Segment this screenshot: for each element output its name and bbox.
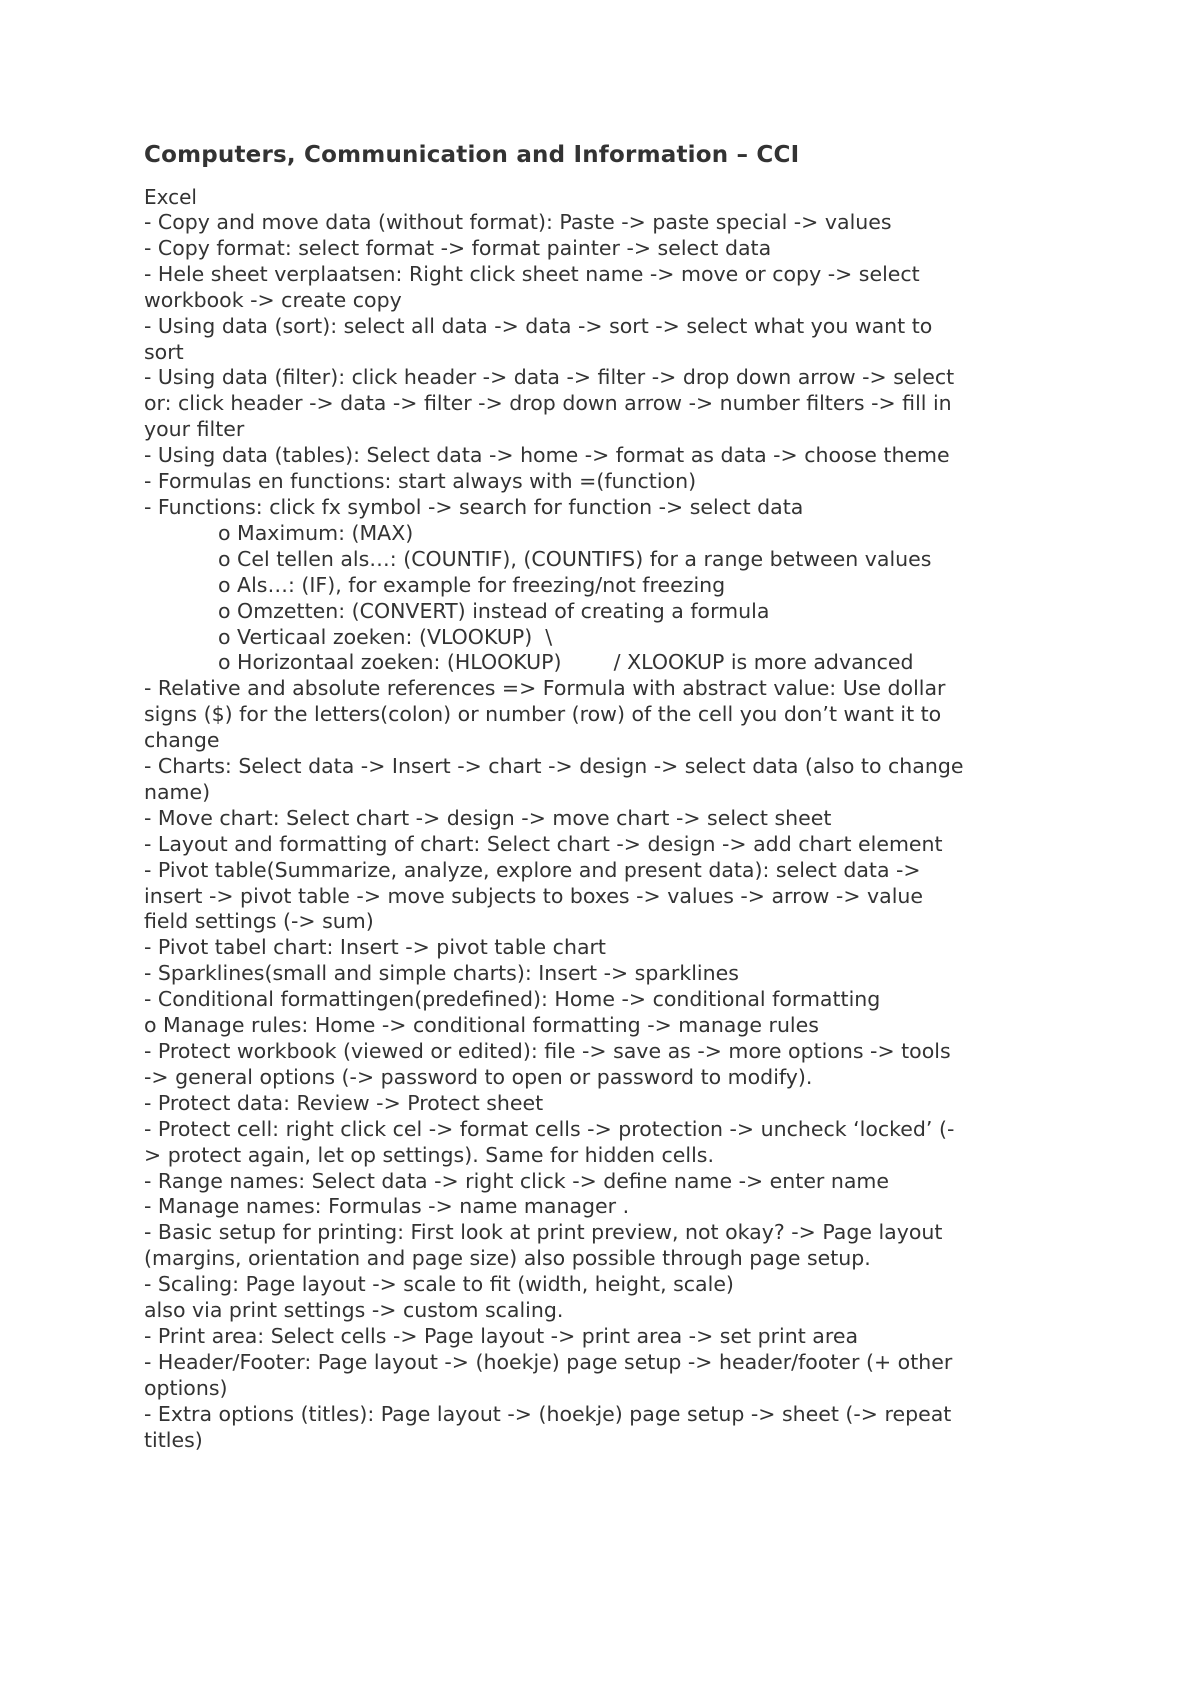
list-item: - Scaling: Page layout -> scale to fit (width, height, scale) also via print settings -> custom scaling.	[144, 1272, 734, 1323]
notes-list	[144, 210, 1084, 1454]
list-item: o Manage rules: Home -> conditional formatting -> manage rules	[144, 1013, 819, 1038]
list-item: - Range names: Select data -> right click -> define name -> enter name	[144, 1168, 890, 1193]
list-item: - Pivot table(Summarize, analyze, explore and present data): select data -> insert -> pivot table -> move subjects to boxes -> values -> arrow -> value field settings (-> sum)	[144, 857, 924, 934]
list-item: - Using data (filter): click header -> data -> filter -> drop down arrow -> select or: click header -> data -> filter -> drop down arrow -> number filters -> fill in your filter	[144, 365, 955, 442]
sub-list-item: o Horizontaal zoeken: (HLOOKUP) / XLOOKUP is more advanced	[218, 650, 914, 675]
sub-list-item: o Cel tellen als…: (COUNTIF), (COUNTIFS) for a range between values	[218, 546, 932, 571]
document-title: Computers, Communication and Information – CCI	[144, 142, 800, 168]
sub-list-item: o Als…: (IF), for example for freezing/not freezing	[218, 572, 726, 597]
document-body	[144, 138, 1084, 1454]
list-item: - Extra options (titles): Page layout -> (hoekje) page setup -> sheet (-> repeat titles)	[144, 1401, 952, 1452]
sub-list-item: o Omzetten: (CONVERT) instead of creating a formula	[218, 598, 770, 623]
list-item: - Manage names: Formulas -> name manager .	[144, 1194, 630, 1219]
list-item: - Charts: Select data -> Insert -> chart -> design -> select data (also to change name)	[144, 754, 964, 804]
list-item: - Protect workbook (viewed or edited): file -> save as -> more options -> tools -> general options (-> password to open or password to modify).	[144, 1039, 951, 1089]
section-heading-excel: Excel	[144, 185, 197, 209]
list-item: - Sparklines(small and simple charts): Insert -> sparklines	[144, 961, 739, 986]
list-item: - Formulas en functions: start always with =(function)	[144, 469, 697, 494]
list-item: - Print area: Select cells -> Page layout -> print area -> set print area	[144, 1323, 859, 1348]
list-item: - Using data (tables): Select data -> home -> format as data -> choose theme	[144, 443, 950, 468]
list-item: - Protect data: Review -> Protect sheet	[144, 1090, 544, 1115]
list-item: - Basic setup for printing: First look at print preview, not okay? -> Page layout (margins, orientation and page size) also possible through page setup.	[144, 1220, 943, 1271]
list-item: - Hele sheet verplaatsen: Right click sheet name -> move or copy -> select workbook -> create copy	[144, 261, 920, 312]
list-item: - Using data (sort): select all data -> data -> sort -> select what you want to sort	[144, 313, 933, 364]
list-item: - Header/Footer: Page layout -> (hoekje) page setup -> header/footer (+ other options)	[144, 1349, 953, 1400]
list-item: - Pivot tabel chart: Insert -> pivot table chart	[144, 935, 606, 960]
list-item: - Protect cell: right click cel -> format cells -> protection -> uncheck ‘locked’ (- > protect again, let op settings). Same for hidden cells.	[144, 1116, 955, 1167]
sub-list-item: o Verticaal zoeken: (VLOOKUP) \	[218, 624, 553, 649]
list-item: - Relative and absolute references => Formula with abstract value: Use dollar signs ($) for the letters(colon) or number (row) of the cell you don’t want it to change	[144, 676, 946, 753]
list-item: - Copy and move data (without format): Paste -> paste special -> values	[144, 210, 892, 234]
list-item: - Conditional formattingen(predefined): Home -> conditional formatting	[144, 987, 881, 1012]
list-item: - Move chart: Select chart -> design -> move chart -> select sheet	[144, 805, 832, 830]
list-item: - Functions: click fx symbol -> search for function -> select data	[144, 494, 804, 519]
list-item: - Layout and formatting of chart: Select chart -> design -> add chart element	[144, 831, 943, 856]
sub-list-item: o Maximum: (MAX)	[218, 520, 414, 545]
list-item: - Copy format: select format -> format painter -> select data	[144, 235, 772, 260]
